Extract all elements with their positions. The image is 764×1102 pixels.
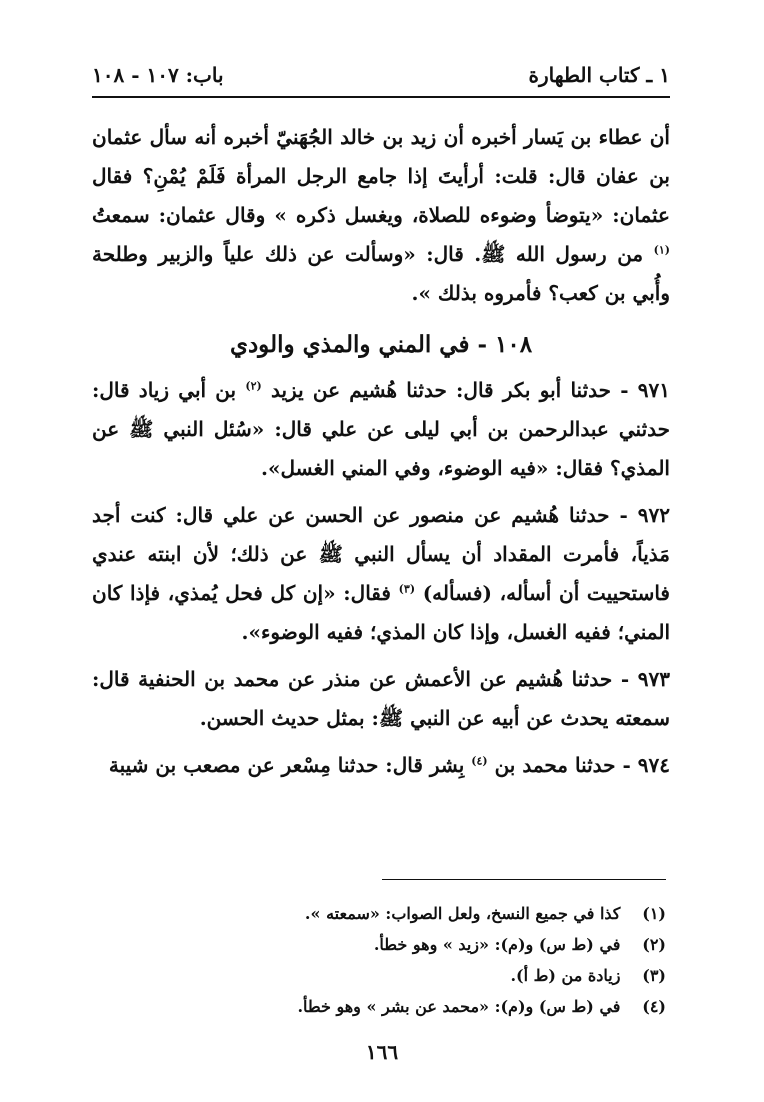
header-divider [92,96,670,98]
footnote-4: (٤) في (ط س) و(م): «محمد عن بشر » وهو خطأ. [297,997,666,1016]
footnote-divider [382,879,666,880]
footnote-2: (٢) في (ط س) و(م): «زيد » وهو خطأ. [373,935,666,954]
footnote-ref-3[interactable]: (٣) [398,582,416,596]
running-header [92,56,670,94]
footnotes [230,898,666,1022]
chapter-range: باب: ١٠٧ - ١٠٨ [92,63,224,87]
footnote-ref-4[interactable]: (٤) [471,754,488,768]
footnote-ref-2[interactable]: (٢) [245,379,262,393]
section-title: ١٠٨ - في المني والمذي والودي [229,331,533,358]
footnote-ref-1[interactable]: (١) [653,243,670,257]
hadith-974: ٩٧٤ - حدثنا محمد بن $^{(٤)}$ بِشر قال: حدثنا مِسْعر عن مصعب بن شيبة [108,753,670,777]
footnote-3: (٣) زيادة من (ط أ). [510,966,666,985]
book-title: ١ ـ كتاب الطهارة [528,63,670,87]
hadith-971: ٩٧١ - حدثنا أبو بكر قال: حدثنا هُشيم عن يزيد $^{(٢)}$ بن أبي زياد قال: حدثني عبدالرحمن بن أبي ليلى عن علي قال: «سُئل النبي ﷺ عن المذي؟ فقال: «فيه الوضوء، وفي المني الغسل». [92,378,671,480]
hadith-972: ٩٧٢ - حدثنا هُشيم عن منصور عن الحسن عن علي قال: كنت أجد مَذياً، فأمرت المقداد أن يسأل النبي ﷺ عن ذلك؛ لأن ابنته عندي فاستحييت أن أسأله، (فسأله) $^{(٣)}$ فقال: «إن كل فحل يُمذي، فإذا كان المني؛ ففيه الغسل، وإذا كان المذي؛ ففيه الوضوء». [92,503,670,644]
hadith-973: ٩٧٣ - حدثنا هُشيم عن الأعمش عن منذر عن محمد بن الحنفية قال: سمعته يحدث عن أبيه عن النبي ﷺ: بمثل حديث الحسن. [92,667,670,730]
main-text [92,118,670,785]
page-number: ١٦٦ [365,1040,399,1064]
intro-paragraph: أن عطاء بن يَسار أخبره أن زيد بن خالد الجُهَنيّ أخبره أنه سأل عثمان بن عفان قال: قلت: أرأيتَ إذا جامع الرجل المرأة فَلَمْ يُمْنِ؟ فقال عثمان: «يتوضأ وضوءه للصلاة، ويغسل ذكره » وقال عثمان: سمعتُ $^{(١)}$ من رسول الله ﷺ. قال: «وسألت عن ذلك علياً والزبير وطلحة وأُبي بن كعب؟ فأمروه بذلك ». [92,125,670,305]
footnote-1: (١) كذا في جميع النسخ، ولعل الصواب: «سمعته ». [304,904,666,923]
